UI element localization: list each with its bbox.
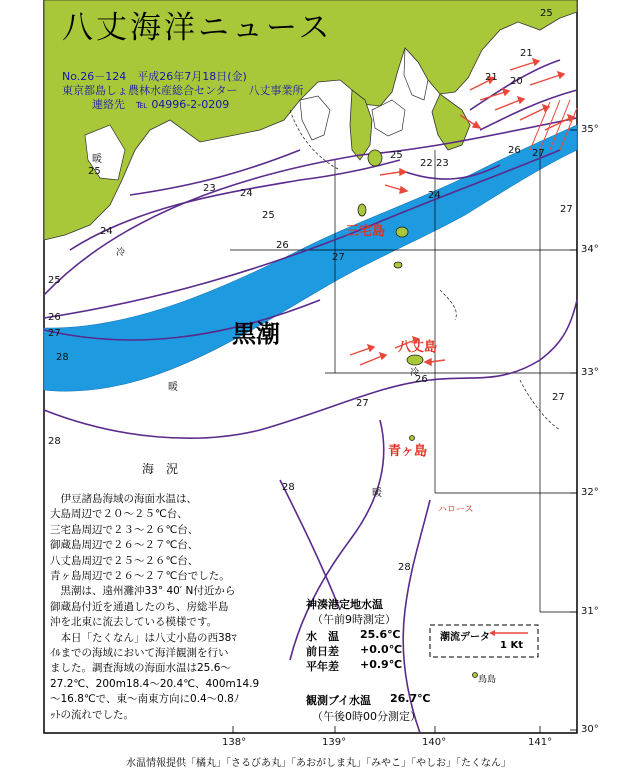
cold-label-2: 冷: [410, 368, 420, 378]
norm-label: 平年差: [306, 660, 339, 673]
lon-label: 140°: [422, 737, 447, 748]
prev-label: 前日差: [306, 645, 339, 658]
isotherm-label: 27: [356, 398, 369, 409]
isotherm-label: 26: [48, 312, 61, 323]
isotherm-label: 25: [48, 275, 61, 286]
isotherm-label: 25: [262, 210, 275, 221]
isotherm-label: 28: [56, 352, 69, 363]
isotherm-label: 26: [276, 240, 289, 251]
isotherm-label: 24: [240, 188, 253, 199]
buoy-note: （午後0時00分測定）: [312, 710, 421, 723]
warm-label-2: 暖: [168, 382, 178, 393]
page-title: 八丈海洋ニュース: [62, 10, 333, 46]
isotherm-label: 28: [282, 482, 295, 493]
isotherm-label: 28: [48, 436, 61, 447]
isotherm-label: 27: [332, 252, 345, 263]
footer-credit: 水温情報提供「橘丸」「さるびあ丸」「あおがしま丸」「みやこ」「やしお」「たくなん」: [126, 758, 511, 769]
hallows-label: ハロース: [438, 505, 474, 515]
current-legend-label: 潮流データ: [440, 632, 490, 643]
isotherm-label: 23: [203, 183, 216, 194]
buoy-value: 26.7℃: [390, 692, 431, 705]
isotherm-label: 26: [415, 374, 428, 385]
report-text: 伊豆諸島海域の海面水温は、 大島周辺で２０～２５℃台、 三宅島周辺で２３～２６℃台、 御蔵島周辺で２６～２７℃台、 八丈島周辺で２５～２６℃台、 青ヶ島周辺で２６～２７℃台でした。 黒潮は、遠州灘沖33° 40′ N付近から 御蔵島付近を通過したのち、房総半島 沖を北東に流去している模様です。 本日「たくなん」は八丈小島の西38ﾏ ｲﾙまでの海域において海洋観測を行い ました。調査海域の海面水温は25.6～ 27.2℃、200m18.4～20.4℃、400m14.9 ～16.8℃で、東～南東方向に0.4～0.8ﾉ ｯﾄの流れでした。: [50, 493, 260, 721]
cold-label-1: 冷: [116, 248, 126, 258]
buoy-label: 観測ブイ水温: [306, 694, 372, 707]
prev-value: +0.0℃: [360, 643, 403, 656]
issue-line: No.26－124 平成26年7月18日(金): [62, 70, 247, 83]
isotherm-label: 27: [560, 204, 573, 215]
isotherm-label: 25: [540, 8, 553, 19]
station-title: 神湊港定地水温: [306, 598, 383, 611]
isotherm-label: 24: [100, 226, 113, 237]
lat-label: 34°: [581, 244, 599, 255]
current-legend-unit: 1 Kt: [500, 640, 523, 651]
warm-label-3: 暖: [372, 488, 382, 499]
kaikyo-label: 海 況: [142, 462, 179, 476]
isotherm-label: 27: [532, 148, 545, 159]
torishima-label: 鳥島: [478, 675, 497, 685]
org-line: 東京都島しょ農林水産総合センター 八丈事業所: [62, 84, 304, 97]
station-subtitle: （午前9時測定）: [312, 613, 396, 626]
temp-label: 水 温: [306, 630, 339, 643]
temp-value: 25.6℃: [360, 628, 401, 641]
isotherm-label: 25: [390, 150, 403, 161]
isotherm-label: 27: [552, 392, 565, 403]
aogashima-label: 青ヶ島: [388, 444, 428, 459]
isotherm-label: 24: [428, 190, 441, 201]
isotherm-label: 20: [510, 76, 523, 87]
lon-label: 138°: [222, 737, 247, 748]
lat-label: 33°: [581, 367, 599, 378]
isotherm-label: 22: [420, 158, 433, 169]
warm-label-1: 暖: [92, 154, 102, 165]
isotherm-label: 28: [398, 562, 411, 573]
isotherm-label: 25: [88, 166, 101, 177]
lon-label: 141°: [528, 737, 553, 748]
lat-label: 32°: [581, 487, 599, 498]
lat-label: 31°: [581, 606, 599, 617]
hachijo-label: 八丈島: [398, 340, 438, 355]
isotherm-label: 21: [485, 72, 498, 83]
lat-label: 30°: [581, 724, 599, 735]
lon-label: 139°: [322, 737, 347, 748]
isotherm-label: 27: [48, 328, 61, 339]
isotherm-label: 26: [508, 145, 521, 156]
isotherm-label: 23: [436, 158, 449, 169]
norm-value: +0.9℃: [360, 658, 403, 671]
contact-line: 連絡先 ℡ 04996-2-0209: [92, 98, 230, 111]
lat-label: 35°: [581, 124, 599, 135]
miyake-label: 三宅島: [346, 224, 386, 239]
isotherm-label: 21: [520, 48, 533, 59]
kuroshio-label: 黒潮: [232, 320, 280, 348]
